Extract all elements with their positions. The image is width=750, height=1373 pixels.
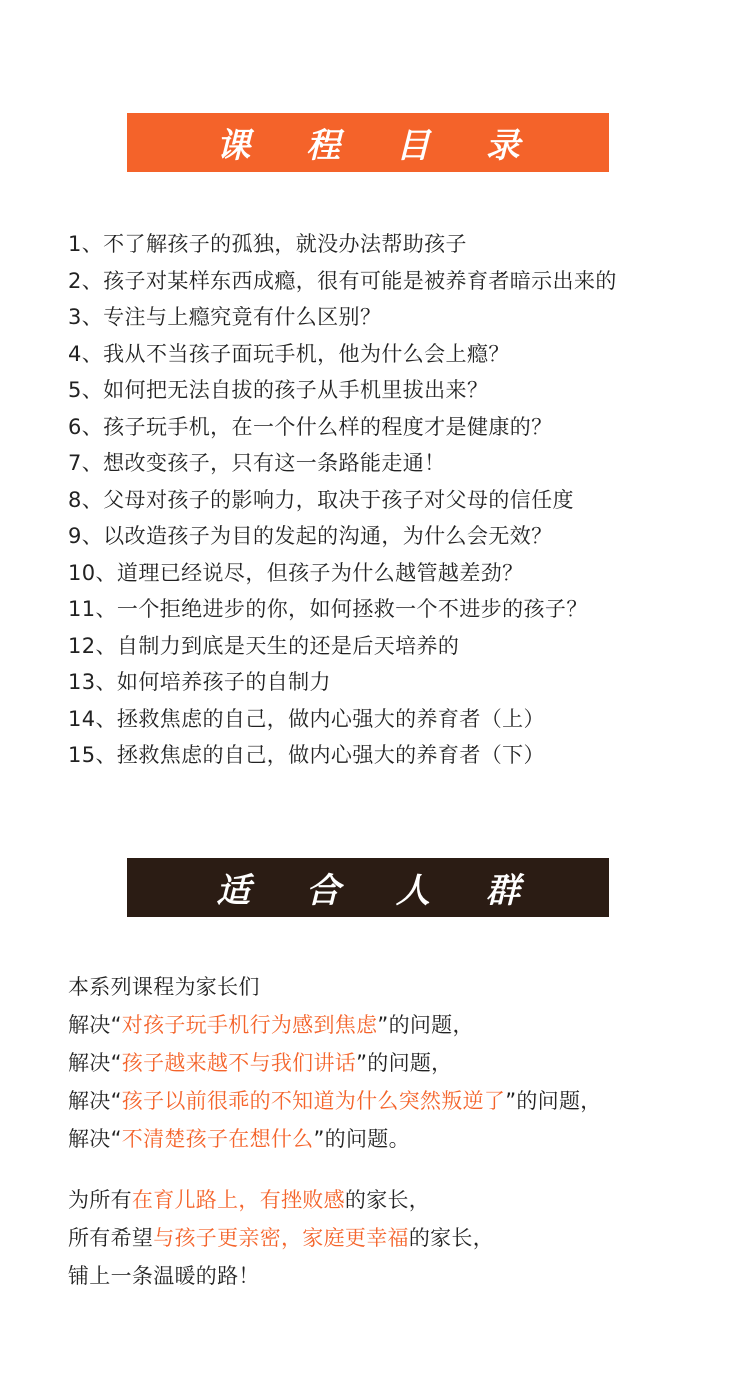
catalog-item-1: 1、不了解孩子的孤独，就没办法帮助孩子 xyxy=(68,232,467,256)
problem-suffix: ”的问题， xyxy=(377,1013,474,1037)
catalog-item-10: 10、道理已经说尽，但孩子为什么越管越差劲？ xyxy=(68,560,524,585)
problem-line-2 xyxy=(68,1044,738,1082)
problem-line-1 xyxy=(68,1006,738,1044)
problem-suffix: ”的问题， xyxy=(505,1089,602,1113)
problem-line-3 xyxy=(68,1082,738,1120)
problem-prefix: 解决“ xyxy=(68,1127,122,1151)
closing-prefix: 所有希望 xyxy=(68,1226,154,1250)
problem-line-4 xyxy=(68,1120,738,1158)
closing-line-1 xyxy=(68,1181,738,1219)
closing-highlight: 与孩子更亲密，家庭更幸福 xyxy=(153,1226,409,1250)
catalog-banner xyxy=(127,113,609,172)
closing-prefix: 铺上一条温暖的路！ xyxy=(68,1264,260,1288)
closing-highlight: 在育儿路上，有挫败感 xyxy=(131,1188,345,1212)
audience-description xyxy=(68,968,738,1295)
problem-highlight: 孩子越来越不与我们讲话 xyxy=(121,1051,357,1075)
catalog-item-9: 9、以改造孩子为目的发起的沟通，为什么会无效？ xyxy=(68,524,553,548)
catalog-item-14: 14、拯救焦虑的自己，做内心强大的养育者（上） xyxy=(68,706,545,731)
audience-intro: 本系列课程为家长们 xyxy=(68,975,260,999)
catalog-title: 课 程 目 录 xyxy=(216,126,542,166)
catalog-item-3: 3、专注与上瘾究竟有什么区别？ xyxy=(68,305,382,329)
catalog-item-11: 11、一个拒绝进步的你，如何拯救一个不进步的孩子？ xyxy=(68,597,588,621)
catalog-item-4: 4、我从不当孩子面玩手机，他为什么会上瘾？ xyxy=(68,341,510,366)
paragraph-gap xyxy=(68,1158,738,1181)
catalog-item-7: 7、想改变孩子，只有这一条路能走通！ xyxy=(68,451,446,475)
catalog-item-15: 15、拯救焦虑的自己，做内心强大的养育者（下） xyxy=(68,743,545,767)
problem-suffix: ”的问题， xyxy=(356,1051,453,1075)
closing-suffix: 的家长， xyxy=(344,1188,431,1212)
catalog-item-2: 2、孩子对某样东西成瘾，很有可能是被养育者暗示出来的 xyxy=(68,268,617,293)
problem-highlight: 不清楚孩子在想什么 xyxy=(121,1127,314,1151)
catalog-item-6: 6、孩子玩手机，在一个什么样的程度才是健康的？ xyxy=(68,414,553,439)
problem-prefix: 解决“ xyxy=(68,1051,122,1075)
catalog-list xyxy=(68,226,738,774)
catalog-item-13: 13、如何培养孩子的自制力 xyxy=(68,670,331,694)
closing-suffix: 的家长， xyxy=(408,1226,495,1250)
closing-line-2 xyxy=(68,1219,738,1257)
catalog-item-5: 5、如何把无法自拔的孩子从手机里拔出来？ xyxy=(68,378,489,402)
problem-highlight: 孩子以前很乖的不知道为什么突然叛逆了 xyxy=(121,1089,506,1113)
audience-title: 适 合 人 群 xyxy=(216,871,542,911)
problem-highlight: 对孩子玩手机行为感到焦虑 xyxy=(121,1013,378,1037)
problem-prefix: 解决“ xyxy=(68,1089,122,1113)
audience-banner xyxy=(127,858,609,917)
closing-prefix: 为所有 xyxy=(68,1188,132,1212)
closing-line-3 xyxy=(68,1257,738,1295)
problem-prefix: 解决“ xyxy=(68,1013,122,1037)
catalog-item-8: 8、父母对孩子的影响力，取决于孩子对父母的信任度 xyxy=(68,487,574,512)
catalog-item-12: 12、自制力到底是天生的还是后天培养的 xyxy=(68,633,460,658)
problem-suffix: ”的问题。 xyxy=(313,1127,410,1151)
